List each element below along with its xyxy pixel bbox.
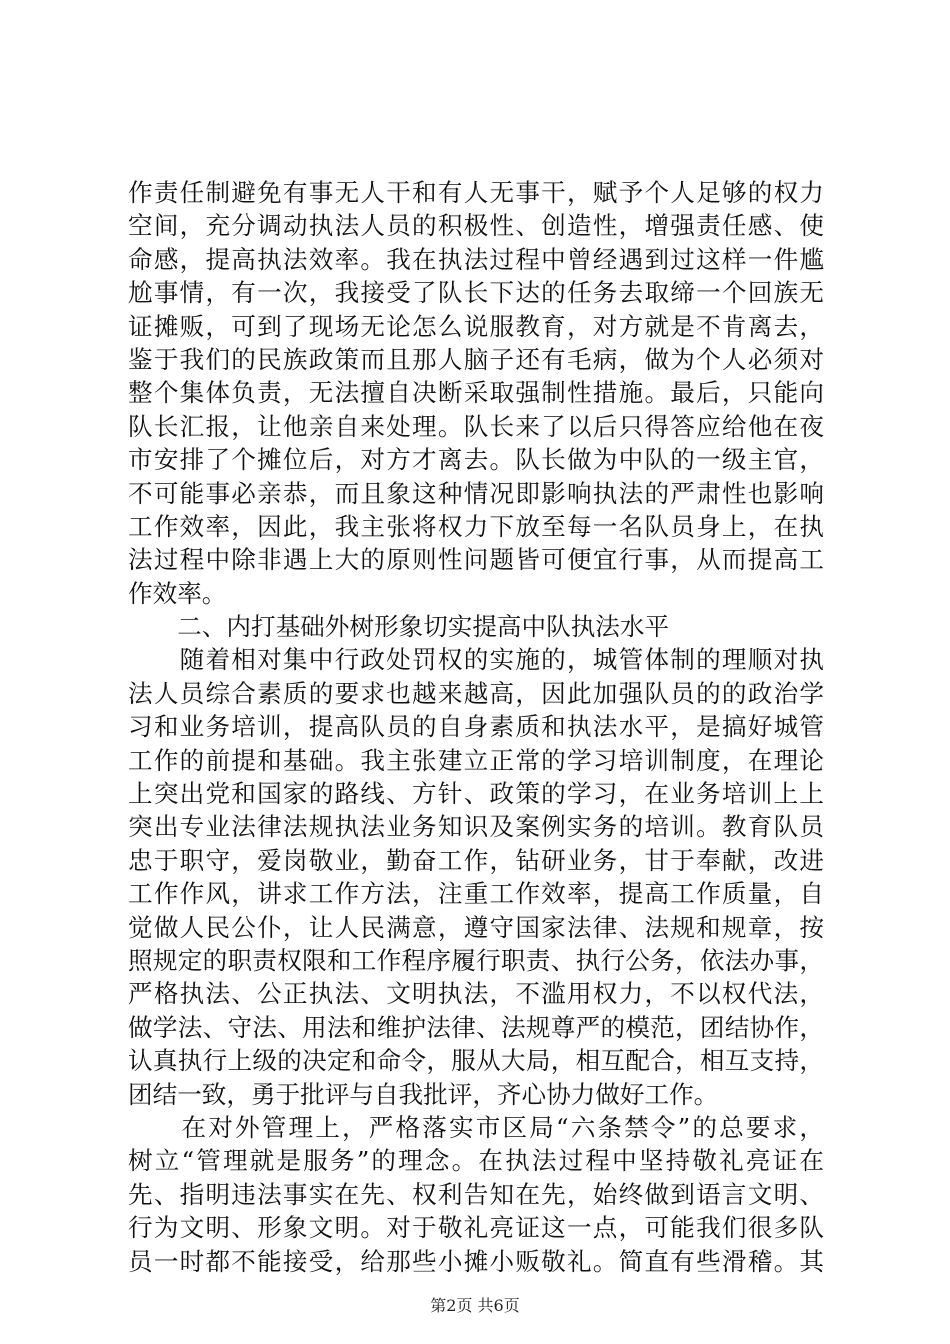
text-line: 上突出党和国家的路线、方针、政策的学习，在业务培训上上: [128, 779, 824, 809]
text-line: 突出专业法律法规执法业务知识及案例实务的培训。教育队员: [128, 812, 824, 842]
document-body: [128, 176, 824, 1278]
text-line: 不可能事必亲恭，而且象这种情况即影响执法的严肃性也影响: [128, 478, 824, 508]
text-line: 习和业务培训，提高队员的自身素质和执法水平，是搞好城管: [128, 712, 824, 742]
text-line: 觉做人民公仆，让人民满意，遵守国家法律、法规和规章，按: [128, 912, 824, 942]
text-line: 二、内打基础外树形象切实提高中队执法水平: [128, 612, 670, 642]
text-line: 作责任制避免有事无人干和有人无事干，赋予个人足够的权力: [128, 178, 824, 207]
text-line: 工作的前提和基础。我主张建立正常的学习培训制度，在理论: [128, 745, 824, 775]
text-line: 工作作风，讲求工作方法，注重工作效率，提高工作质量，自: [128, 879, 824, 909]
text-line: 做学法、守法、用法和维护法律、法规尊严的模范，团结协作，: [128, 1012, 824, 1042]
text-line: 严格执法、公正执法、文明执法，不滥用权力，不以权代法，: [128, 979, 824, 1009]
text-line: 法过程中除非遇上大的原则性问题皆可便宜行事，从而提高工: [128, 545, 824, 575]
text-line: 鉴于我们的民族政策而且那人脑子还有毛病，做为个人必须对: [128, 344, 824, 374]
text-line: 认真执行上级的决定和命令，服从大局，相互配合，相互支持，: [128, 1046, 824, 1076]
text-line: 员一时都不能接受，给那些小摊小贩敬礼。简直有些滑稽。其: [128, 1246, 824, 1276]
text-line: 整个集体负责，无法擅自决断采取强制性措施。最后，只能向: [128, 378, 824, 408]
text-line: 命感，提高执法效率。我在执法过程中曾经遇到过这样一件尴: [128, 244, 824, 274]
text-line: 工作效率，因此，我主张将权力下放至每一名队员身上，在执: [128, 511, 824, 541]
text-line: 照规定的职责权限和工作程序履行职责、执行公务，依法办事，: [128, 945, 824, 975]
text-line: 作效率。: [128, 578, 227, 608]
text-line: 空间，充分调动执法人员的积极性、创造性，增强责任感、使: [128, 211, 824, 241]
text-line: 队长汇报，让他亲自来处理。队长来了以后只得答应给他在夜: [128, 411, 824, 441]
text-line: 证摊贩，可到了现场无论怎么说服教育，对方就是不肯离去，: [128, 311, 824, 341]
text-line: 团结一致，勇于批评与自我批评，齐心协力做好工作。: [128, 1079, 719, 1109]
text-line: 随着相对集中行政处罚权的实施的，城管体制的理顺对执: [128, 645, 824, 675]
text-line: 尬事情，有一次，我接受了队长下达的任务去取缔一个回族无: [128, 278, 824, 308]
text-line: 法人员综合素质的要求也越来越高，因此加强队员的的政治学: [128, 678, 824, 708]
text-line: 在对外管理上，严格落实市区局“六条禁令”的总要求，: [128, 1112, 824, 1142]
text-line: 先、指明违法事实在先、权利告知在先，始终做到语言文明、: [128, 1179, 824, 1209]
text-line: 树立“管理就是服务”的理念。在执法过程中坚持敬礼亮证在: [128, 1146, 824, 1176]
text-line: 市安排了个摊位后，对方才离去。队长做为中队的一级主官，: [128, 445, 824, 475]
text-line: 行为文明、形象文明。对于敬礼亮证这一点，可能我们很多队: [128, 1213, 824, 1243]
text-line: 忠于职守，爱岗敬业，勤奋工作，钻研业务，甘于奉献，改进: [128, 845, 824, 875]
page-footer: 第2页 共6页: [430, 1296, 520, 1315]
